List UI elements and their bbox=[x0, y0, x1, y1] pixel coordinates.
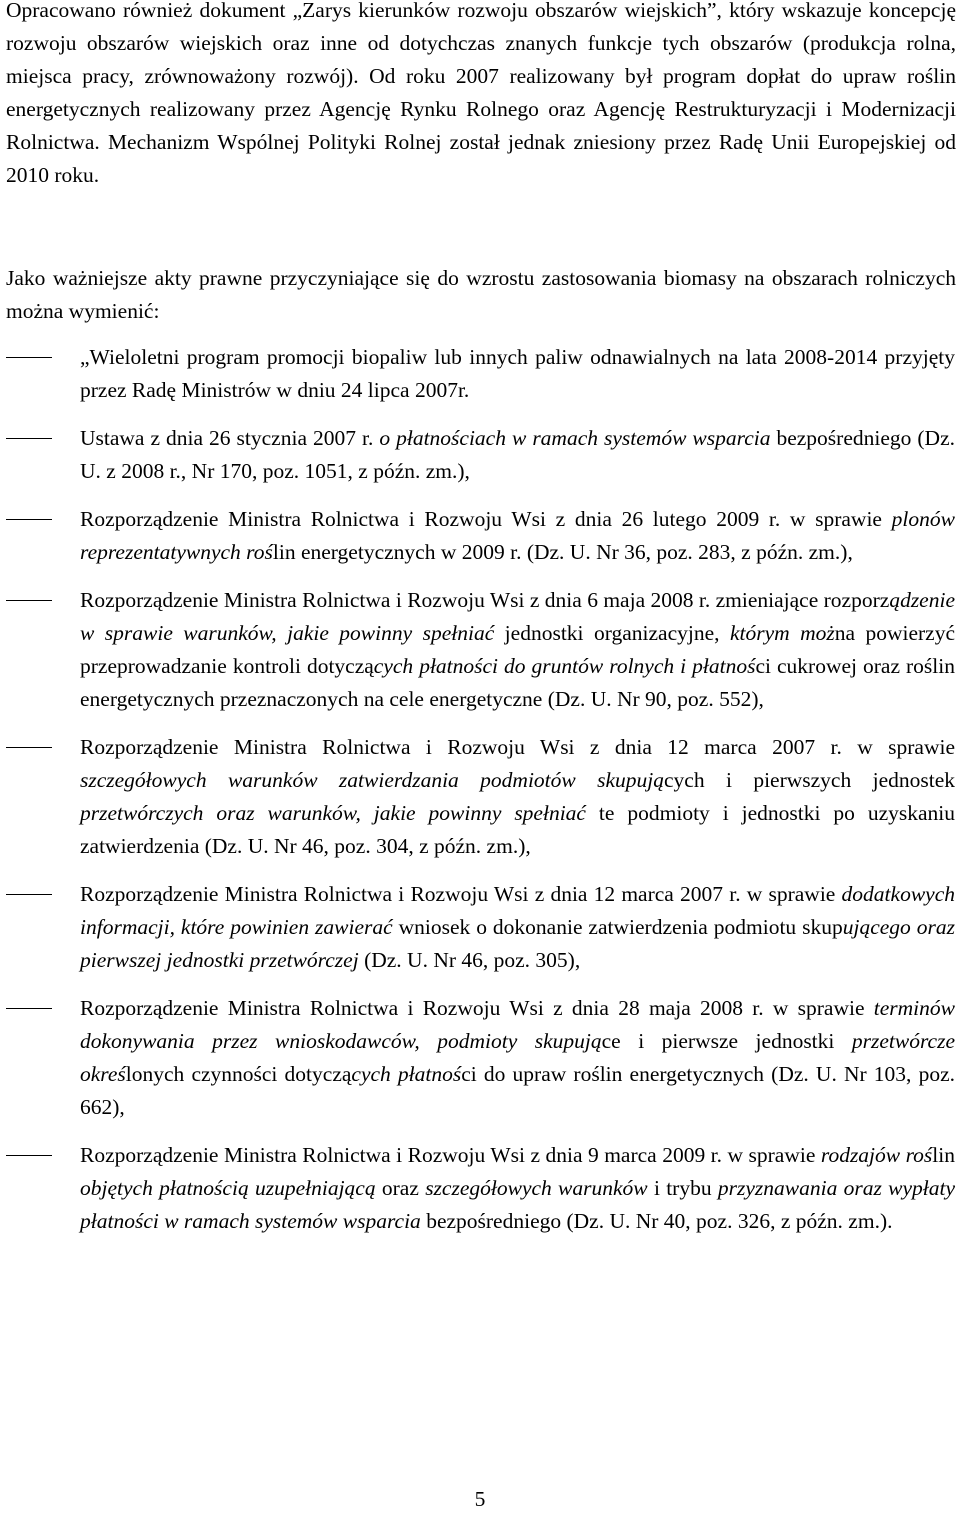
item-text-italic: szczegółowych warunków bbox=[425, 1176, 648, 1200]
item-text: Rozporządzenie Ministra Rolnictwa i Rozwoju Wsi z dnia 6 maja 2008 r. zmieniające rozporz bbox=[80, 588, 890, 612]
item-text-italic: szczegółowych warunków zatwierdzania podmiotów skupują bbox=[80, 768, 664, 792]
item-text-italic: o płatnościach w ramach systemów wsparcia bbox=[379, 426, 771, 450]
item-text: Rozporządzenie Ministra Rolnictwa i Rozwoju Wsi z dnia 28 maja 2008 r. w sprawie bbox=[80, 996, 874, 1020]
item-text-italic: cych płatnoś bbox=[351, 1062, 462, 1086]
item-text: Rozporządzenie Ministra Rolnictwa i Rozwoju Wsi z dnia 12 marca 2007 r. w sprawie bbox=[80, 882, 842, 906]
item-text: Rozporządzenie Ministra Rolnictwa i Rozwoju Wsi z dnia 12 marca 2007 r. w sprawie bbox=[80, 735, 955, 759]
dash-bullet-icon bbox=[6, 1155, 52, 1156]
item-text: ce i pierwsze jednostki bbox=[601, 1029, 852, 1053]
item-text: ci cukrowej oraz roślin energetycznych przeznaczonych na cele energetyczne (Dz. U. Nr 90, poz. 552), bbox=[80, 654, 955, 711]
dash-bullet-icon bbox=[6, 519, 52, 520]
dash-bullet-icon bbox=[6, 1008, 52, 1009]
item-text-italic: którym moż bbox=[729, 621, 835, 645]
item-text-italic: przyznawania oraz wypłaty płatności w ramach systemów wsparcia bbox=[80, 1176, 956, 1233]
dash-bullet-icon bbox=[6, 747, 52, 748]
item-text-italic: terminów dokonywania przez wnioskodawców, podmioty skupują bbox=[80, 996, 955, 1053]
dash-bullet-icon bbox=[6, 357, 52, 358]
list-item-7 bbox=[0, 992, 955, 1124]
item-text: lin energetycznych w 2009 r. (Dz. U. Nr 36, poz. 283, z późn. zm.), bbox=[272, 540, 853, 564]
item-text-italic: cych płatności do gruntów rolnych i płatnoś bbox=[373, 654, 756, 678]
list-item-8 bbox=[0, 1139, 955, 1238]
item-text: i trybu bbox=[647, 1176, 718, 1200]
item-text: lin bbox=[932, 1143, 955, 1167]
item-text-italic: dodatkowych informacji, które powinien zawierać bbox=[80, 882, 955, 939]
list-item-4 bbox=[0, 584, 955, 716]
item-text: (Dz. U. Nr 46, poz. 305), bbox=[358, 948, 581, 972]
list-item-5 bbox=[0, 731, 955, 863]
item-text: cych i pierwszych jednostek bbox=[664, 768, 955, 792]
item-text: Rozporządzenie Ministra Rolnictwa i Rozwoju Wsi z dnia 9 marca 2009 r. w sprawie bbox=[80, 1143, 821, 1167]
dash-bullet-icon bbox=[6, 600, 52, 601]
item-text: na powierzyć przeprowadzanie kontroli dotyczą bbox=[80, 621, 955, 678]
list-item-2 bbox=[0, 422, 955, 488]
list-item-6 bbox=[0, 878, 955, 977]
item-text: bezpośredniego (Dz. U. Nr 40, poz. 326, z późn. zm.). bbox=[420, 1209, 893, 1233]
item-text-italic: ującego oraz pierwszej jednostki przetwórczej bbox=[80, 915, 955, 972]
item-text: wniosek o dokonanie zatwierdzenia podmiotu skup bbox=[392, 915, 843, 939]
item-text-italic: rodzajów roś bbox=[820, 1143, 933, 1167]
list-item-1 bbox=[0, 341, 955, 407]
item-text: bezpośredniego (Dz. U. z 2008 r., Nr 170, poz. 1051, z późn. zm.), bbox=[80, 426, 955, 483]
item-text: Ustawa z dnia 26 stycznia 2007 r. bbox=[80, 426, 380, 450]
item-text: lonych czynności dotyczą bbox=[125, 1062, 352, 1086]
item-text-italic: ądzenie w sprawie warunków, jakie powinny spełniać bbox=[80, 588, 955, 645]
item-text: ci do upraw roślin energetycznych (Dz. U. Nr 103, poz. 662), bbox=[80, 1062, 955, 1119]
item-text: „Wieloletni program promocji biopaliw lub innych paliw odnawialnych na lata 2008-2014 przyjęty przez Radę Ministrów w dniu 24 lipca 2007r. bbox=[80, 345, 955, 402]
item-text-italic: przetwórcze okreś bbox=[80, 1029, 955, 1086]
item-text: te podmioty i jednostki po uzyskaniu zatwierdzenia (Dz. U. Nr 46, poz. 304, z późn. zm.), bbox=[80, 801, 956, 858]
item-text-italic: objętych płatnością uzupełniającą bbox=[80, 1176, 376, 1200]
item-text: oraz bbox=[375, 1176, 426, 1200]
dash-bullet-icon bbox=[6, 894, 52, 895]
dash-bullet-icon bbox=[6, 438, 52, 439]
list-item-3 bbox=[0, 503, 955, 569]
page-number: 5 bbox=[474, 1487, 486, 1511]
item-text: jednostki organizacyjne, bbox=[494, 621, 730, 645]
item-text-italic: przetwórczych oraz warunków, jakie powinny spełniać bbox=[80, 801, 586, 825]
item-text: Rozporządzenie Ministra Rolnictwa i Rozwoju Wsi z dnia 26 lutego 2009 r. w sprawie bbox=[80, 507, 892, 531]
item-text-italic: plonów reprezentatywnych roś bbox=[80, 507, 955, 564]
intro-paragraph: Opracowano również dokument „Zarys kierunków rozwoju obszarów wiejskich”, który wskazuje koncepcję rozwoju obszarów wiejskich oraz inne od dotychczas znanych funkcje tych obszarów (produkcja rolna, miejsca pracy, zrównoważony rozwój). Od roku 2007 realizowany był program dopłat do upraw roślin energetycznych realizowany przez Agencję Rynku Rolnego oraz Agencję Restrukturyzacji i Modernizacji Rolnictwa. Mechanizm Wspólnej Polityki Rolnej został jednak zniesiony przez Radę Unii Europejskiej od 2010 roku. bbox=[6, 0, 956, 187]
acts-lead-paragraph: Jako ważniejsze akty prawne przyczyniające się do wzrostu zastosowania biomasy na obszarach rolniczych można wymienić: bbox=[6, 266, 956, 323]
legal-acts-list bbox=[0, 341, 960, 1253]
